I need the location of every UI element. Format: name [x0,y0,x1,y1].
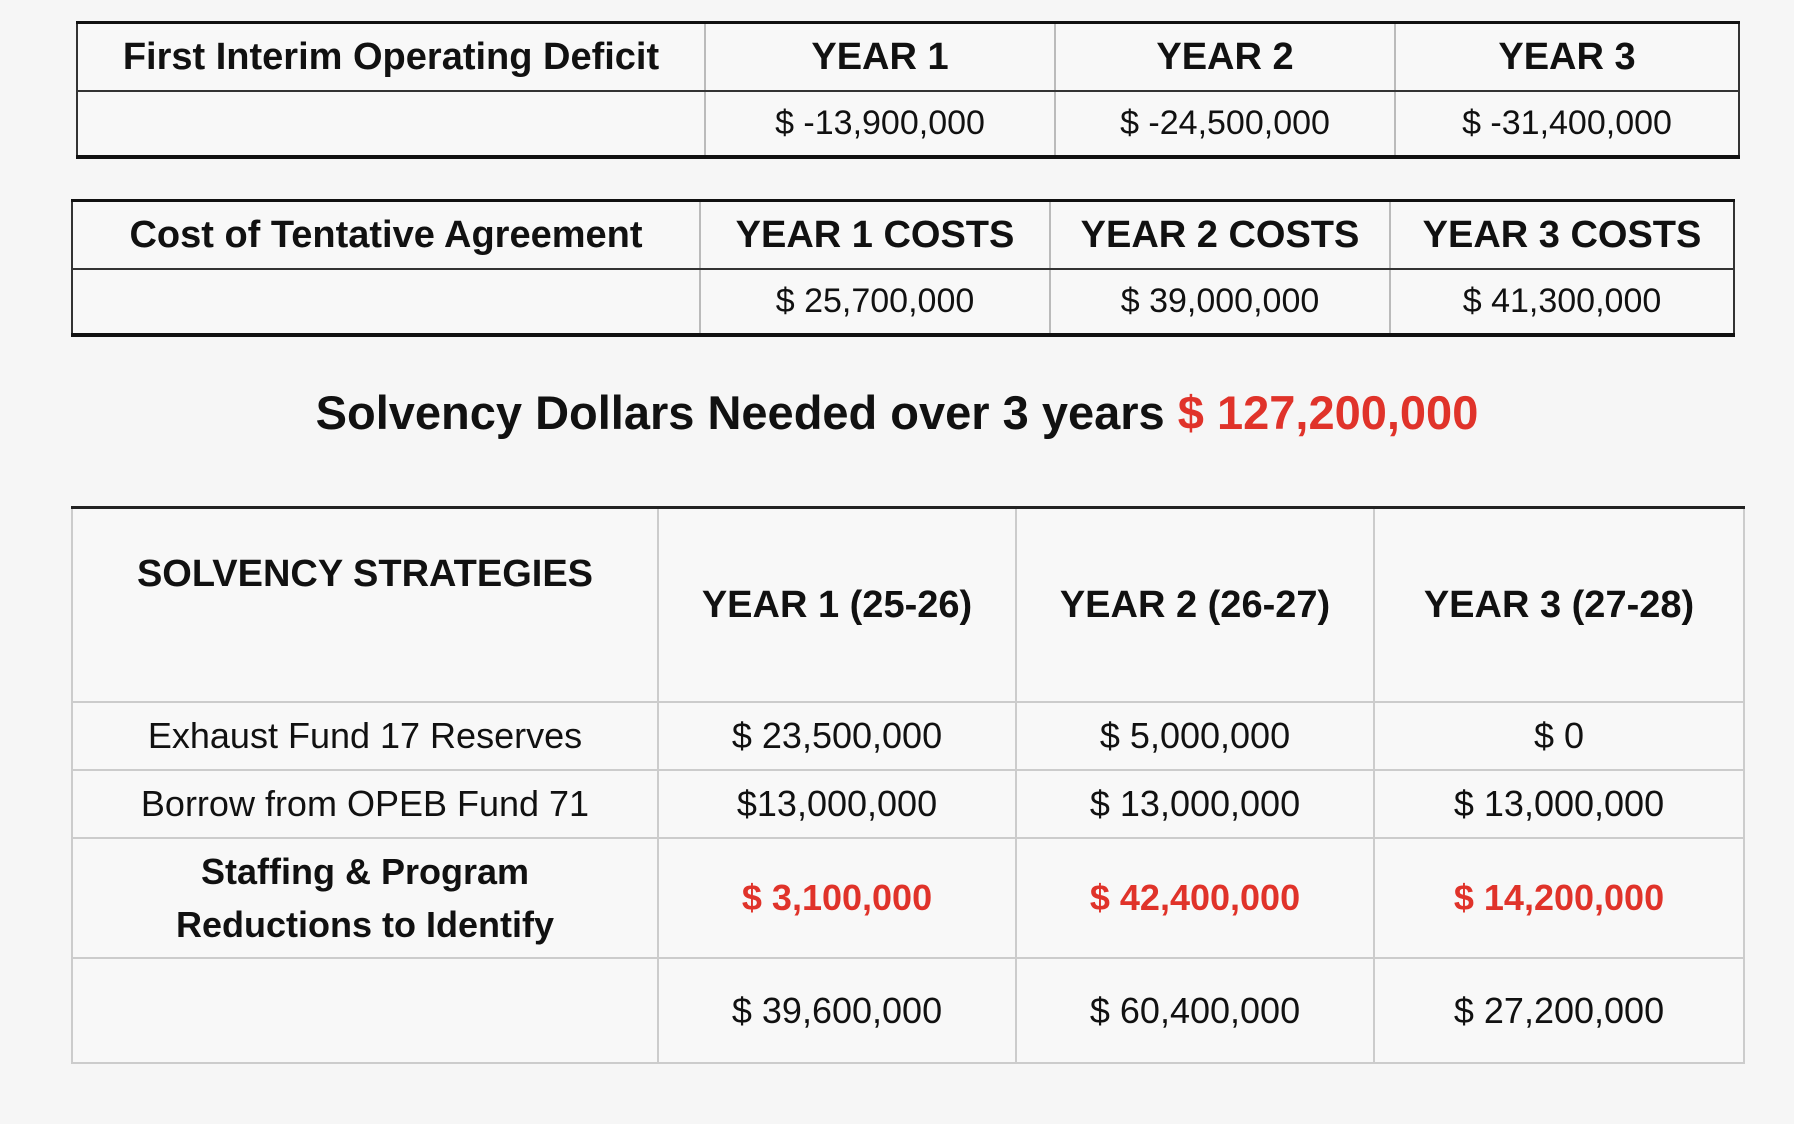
strategy-label-reductions-line2: Reductions to Identify [176,904,554,945]
strategy-fund17-year2: $ 5,000,000 [1016,702,1374,770]
strategy-fund17-year1: $ 23,500,000 [658,702,1016,770]
table-row [72,702,1744,770]
tentative-agreement-year3-header: YEAR 3 COSTS [1390,201,1734,270]
tentative-agreement-title: Cost of Tentative Agreement [72,201,700,270]
operating-deficit-label-cell [77,91,705,157]
operating-deficit-year2-value: $ -24,500,000 [1055,91,1395,157]
strategy-opeb-year2: $ 13,000,000 [1016,770,1374,838]
table-row [72,958,1744,1063]
solvency-needed-amount: $ 127,200,000 [1177,386,1479,439]
operating-deficit-year3-value: $ -31,400,000 [1462,104,1672,142]
strategy-opeb-year3: $ 13,000,000 [1374,770,1744,838]
strategy-total-year2: $ 60,400,000 [1016,958,1374,1063]
solvency-strategies-table [71,506,1745,1064]
tentative-agreement-table [71,199,1735,337]
operating-deficit-table [76,21,1740,159]
operating-deficit-title: First Interim Operating Deficit [77,23,705,92]
strategy-label-total [72,958,658,1063]
tentative-agreement-year1-value: $ 25,700,000 [700,269,1050,335]
operating-deficit-header-row [77,23,1739,92]
operating-deficit-year1-value: $ -13,900,000 [705,91,1055,157]
strategies-year1-header: YEAR 1 (25-26) [658,508,1016,703]
strategies-title: SOLVENCY STRATEGIES [72,508,658,703]
operating-deficit-year3-header: YEAR 3 [1395,23,1739,92]
solvency-needed-heading [0,380,1794,446]
table-row [72,838,1744,958]
strategies-year3-header: YEAR 3 (27-28) [1374,508,1744,703]
strategy-label-fund17: Exhaust Fund 17 Reserves [72,702,658,770]
tentative-agreement-year3-value: $ 41,300,000 [1462,282,1662,320]
table-row [72,770,1744,838]
tentative-agreement-year2-value: $ 39,000,000 [1050,269,1390,335]
strategies-header-row [72,508,1744,703]
tentative-agreement-header-row [72,201,1734,270]
strategies-year2-header: YEAR 2 (26-27) [1016,508,1374,703]
strategy-label-opeb: Borrow from OPEB Fund 71 [72,770,658,838]
solvency-needed-label: Solvency Dollars Needed over 3 years [315,386,1165,439]
strategy-reductions-year1: $ 3,100,000 [658,838,1016,958]
strategy-label-reductions [72,838,658,958]
strategy-opeb-year1: $13,000,000 [658,770,1016,838]
strategy-fund17-year3: $ 0 [1374,702,1744,770]
strategy-label-reductions-line1: Staffing & Program [200,851,530,892]
strategy-reductions-year3: $ 14,200,000 [1374,838,1744,958]
tentative-agreement-year1-header: YEAR 1 COSTS [700,201,1050,270]
operating-deficit-year1-header: YEAR 1 [705,23,1055,92]
strategy-total-year3: $ 27,200,000 [1453,989,1665,1031]
strategy-total-year1: $ 39,600,000 [658,958,1016,1063]
tentative-agreement-value-row [72,269,1734,335]
tentative-agreement-year2-header: YEAR 2 COSTS [1050,201,1390,270]
operating-deficit-year2-header: YEAR 2 [1055,23,1395,92]
operating-deficit-value-row [77,91,1739,157]
strategy-reductions-year2: $ 42,400,000 [1016,838,1374,958]
tentative-agreement-label-cell [72,269,700,335]
